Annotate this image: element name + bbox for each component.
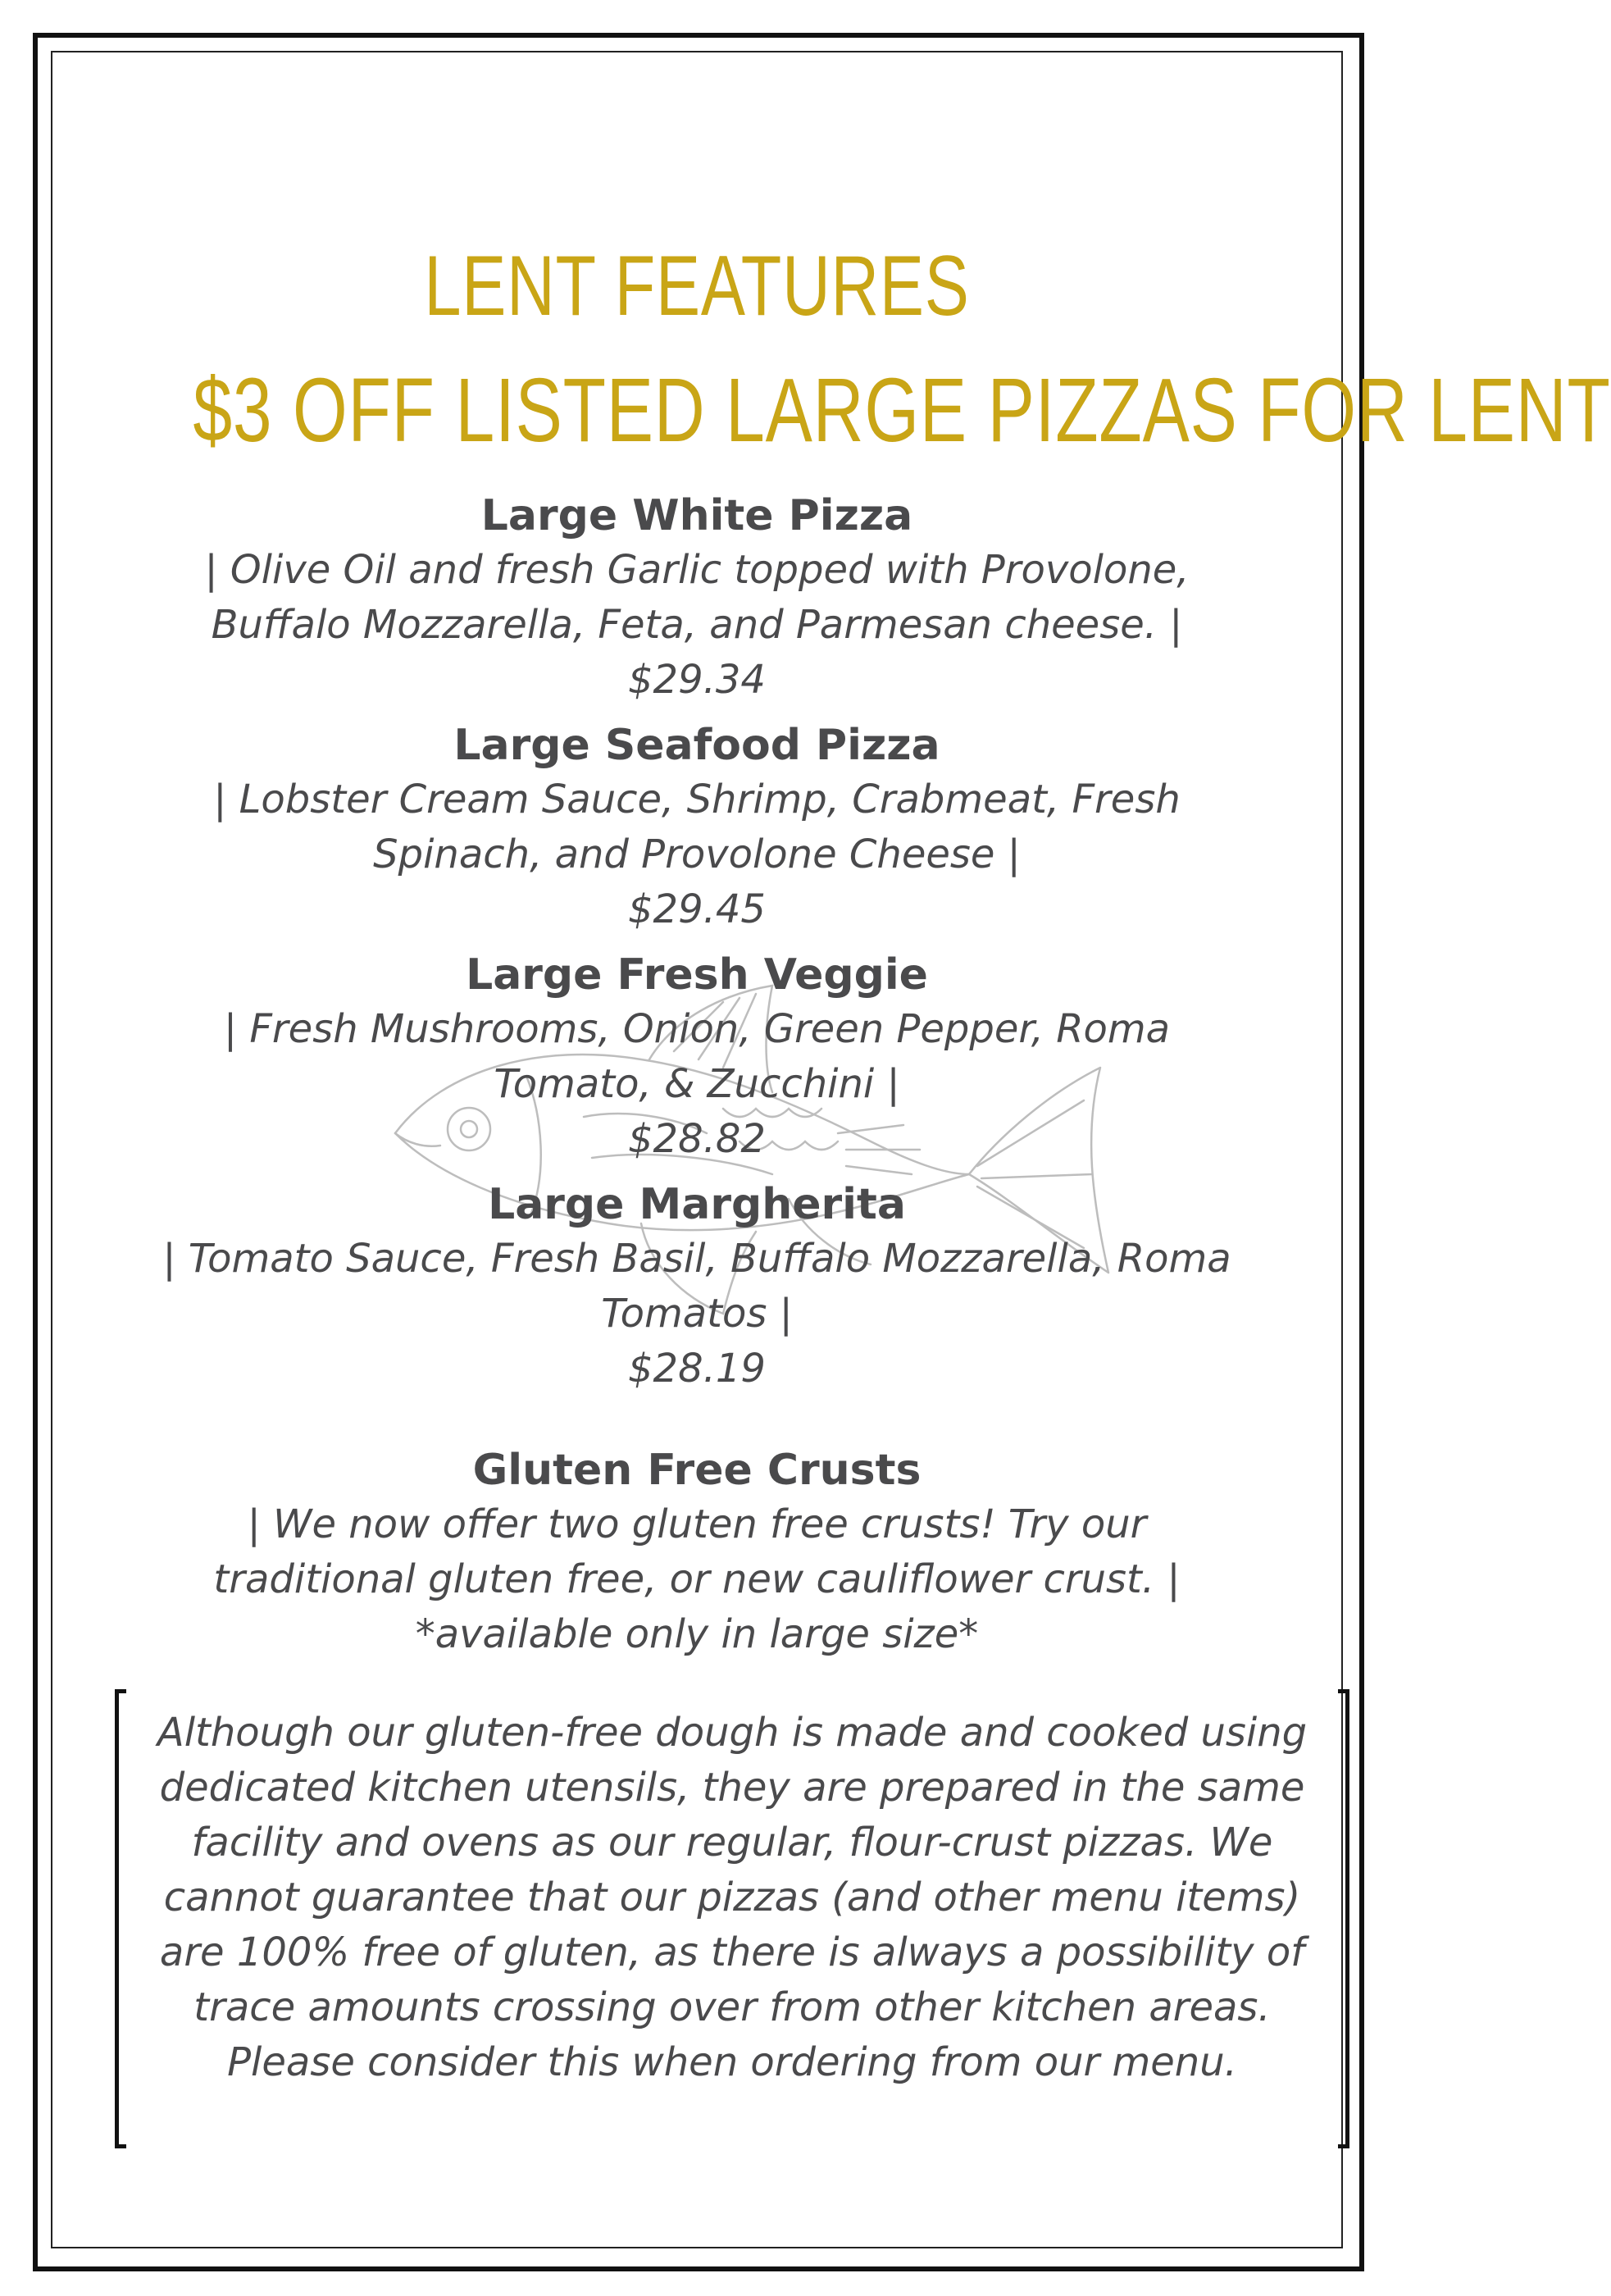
right-bracket xyxy=(1338,1689,1349,2148)
headline-lent-features: LENT FEATURES xyxy=(424,239,970,334)
menu-page xyxy=(51,51,1611,2248)
item-description: | Lobster Cream Sauce, Shrimp, Crabmeat, Fresh Spinach, and Provolone Cheese | xyxy=(213,777,1181,877)
left-bracket xyxy=(115,1689,126,2148)
menu-item-gluten-free xyxy=(51,1443,1343,1662)
item-price: $29.45 xyxy=(628,886,766,932)
disclaimer-text: Although our gluten-free dough is made and cooked using dedicated kitchen utensils, they are prepared in the same facility and ovens as our regular, flour-crust pizzas. We cannot guarantee that our pizzas (and other menu items) are 100% free of gluten, as there is always a possibility of trace amounts crossing over from other kitchen areas. Please consider this when ordering from our menu. xyxy=(157,1710,1308,2085)
headline-offer: $3 OFF LISTED LARGE PIZZAS FOR LENT xyxy=(193,360,1611,461)
item-name: Gluten Free Crusts xyxy=(472,1446,922,1495)
item-name: Large Margherita xyxy=(488,1180,906,1229)
item-description: | We now offer two gluten free crusts! Try our traditional gluten free, or new cauliflower crust. | xyxy=(213,1501,1181,1602)
item-name: Large White Pizza xyxy=(480,491,913,540)
gluten-disclaimer xyxy=(115,1689,1349,2148)
menu-item-fresh-veggie xyxy=(51,948,1343,1167)
item-price: $29.34 xyxy=(628,657,766,703)
item-price: $28.82 xyxy=(628,1116,766,1162)
item-name: Large Fresh Veggie xyxy=(466,950,928,1000)
menu-item-white-pizza xyxy=(51,489,1343,708)
item-price: $28.19 xyxy=(628,1346,766,1392)
item-description: | Olive Oil and fresh Garlic topped with Provolone, Buffalo Mozzarella, Feta, and Parmesan cheese. | xyxy=(204,547,1190,648)
menu-item-seafood-pizza xyxy=(51,718,1343,937)
item-description: | Tomato Sauce, Fresh Basil, Buffalo Mozzarella, Roma Tomatos | xyxy=(162,1236,1231,1337)
item-name: Large Seafood Pizza xyxy=(453,721,940,770)
item-description: | Fresh Mushrooms, Onion, Green Pepper, Roma Tomato, & Zucchini | xyxy=(223,1006,1171,1107)
item-note: *available only in large size* xyxy=(415,1611,979,1657)
menu-item-margherita xyxy=(51,1178,1343,1396)
